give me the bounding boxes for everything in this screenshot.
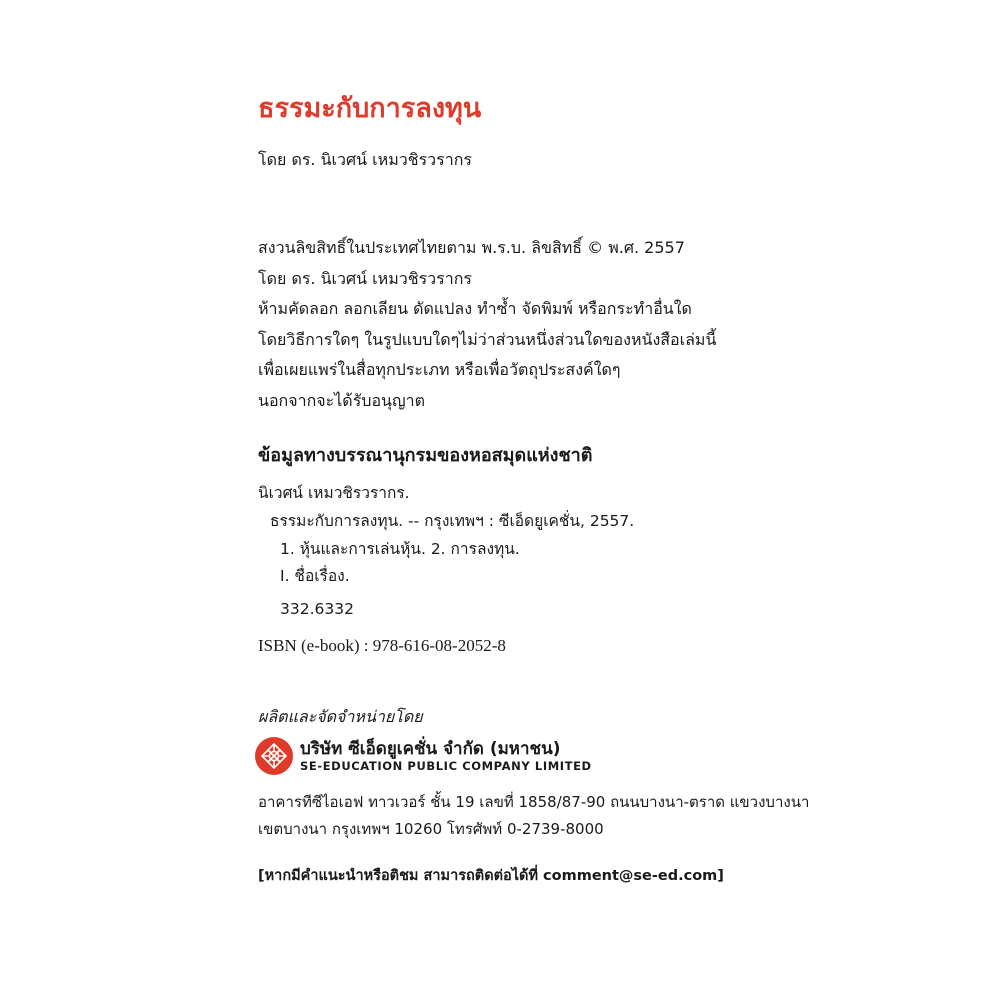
cip-heading: ข้อมูลทางบรรณานุกรมของหอสมุดแห่งชาติ [258, 445, 593, 466]
se-ed-logo-icon [255, 737, 293, 775]
cip-subjects: 1. หุ้นและการเล่นหุ้น. 2. การลงทุน. [280, 539, 520, 558]
copyright-line: ห้ามคัดลอก ลอกเลียน ดัดแปลง ทำซ้ำ จัดพิมพ์ หรือกระทำอื่นใด [258, 299, 692, 319]
cip-entry [270, 508, 634, 623]
copyright-line: นอกจากจะได้รับอนุญาต [258, 390, 425, 410]
publisher-name-thai: บริษัท ซีเอ็ดยูเคชั่น จำกัด (มหาชน) [300, 739, 561, 759]
address-line: เขตบางนา กรุงเทพฯ 10260 โทรศัพท์ 0-2739-8000 [258, 820, 604, 838]
copyright-line: โดย ดร. นิเวศน์ เหมวชิรวรากร [258, 268, 473, 288]
publisher-heading: ผลิตและจัดจำหน่ายโดย [258, 707, 423, 726]
copyright-line: เพื่อเผยแพร่ในสื่อทุกประเภท หรือเพื่อวัตถุประสงค์ใดๆ [258, 360, 621, 380]
copyright-line: โดยวิธีการใดๆ ในรูปแบบใดๆไม่ว่าส่วนหนึ่งส่วนใดของหนังสือเล่มนี้ [258, 329, 717, 349]
copyright-notice [258, 233, 716, 417]
isbn: ISBN (e-book) : 978-616-08-2052-8 [258, 636, 506, 655]
publisher-address [258, 789, 809, 843]
contact-note: [หากมีคำแนะนำหรือติชม สามารถติดต่อได้ที่ comment@se-ed.com] [258, 868, 724, 884]
publisher-name-english: SE-EDUCATION PUBLIC COMPANY LIMITED [300, 759, 592, 773]
cip-author: นิเวศน์ เหมวชิรวรากร. [258, 484, 410, 502]
cip-entry-line: ธรรมะกับการลงทุน. -- กรุงเทพฯ : ซีเอ็ดยูเคชั่น, 2557. [270, 512, 635, 530]
book-title: ธรรมะกับการลงทุน [258, 93, 482, 124]
cip-title-entry: I. ชื่อเรื่อง. [280, 567, 350, 585]
cip-classification: 332.6332 [280, 599, 354, 618]
author-line: โดย ดร. นิเวศน์ เหมวชิรวรากร [258, 150, 473, 169]
copyright-line: สงวนลิขสิทธิ์ในประเทศไทยตาม พ.ร.บ. ลิขสิทธิ์ © พ.ศ. 2557 [258, 238, 685, 257]
address-line: อาคารทีซีไอเอฟ ทาวเวอร์ ชั้น 19 เลขที่ 1858/87-90 ถนนบางนา-ตราด แขวงบางนา [258, 793, 810, 811]
